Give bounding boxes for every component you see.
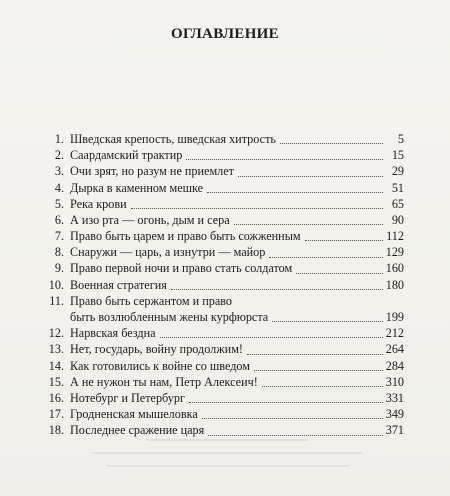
- toc-entry-number: 13.: [48, 342, 64, 357]
- page-title: ОГЛАВЛЕНИЕ: [171, 26, 279, 42]
- toc-entry: [44, 244, 404, 260]
- leader-dots: [171, 289, 383, 290]
- toc-entry: [44, 374, 404, 390]
- toc-entry: [44, 212, 404, 228]
- toc-entry-number: 14.: [48, 358, 64, 373]
- toc-entry-title: Право быть сержантом и право: [70, 293, 232, 308]
- toc-entry: [44, 147, 404, 163]
- toc-entry-title: Очи зрят, но разум не приемлет: [70, 164, 234, 179]
- leader-dots: [280, 143, 383, 144]
- toc-entry-number: 3.: [54, 164, 64, 179]
- toc-entry-title: Река крови: [70, 196, 127, 211]
- toc-entry-number: 11.: [49, 293, 64, 308]
- toc-entry-number: 1.: [54, 131, 64, 146]
- toc-entry-title: Нарвская бездна: [70, 326, 156, 341]
- toc-entry-title: Шведская крепость, шведская хитрость: [70, 131, 276, 146]
- toc-entry: [44, 228, 404, 244]
- leader-dots: [254, 370, 383, 371]
- toc-entry: [44, 261, 404, 277]
- toc-entry-page: 284: [385, 358, 404, 373]
- toc-entry-page: 29: [391, 164, 404, 179]
- toc-entry-number: 4.: [54, 180, 64, 195]
- toc-entry-number: 16.: [48, 391, 64, 405]
- leader-dots: [186, 159, 383, 160]
- toc-entry-page: 51: [391, 180, 404, 195]
- toc-entry-number: 9.: [54, 261, 64, 276]
- toc-entry-title: Нотебург и Петербург: [70, 391, 185, 405]
- show-through-text: [92, 428, 362, 488]
- toc-entry-title: Военная стратегия: [70, 277, 167, 292]
- toc-entry-number: 7.: [54, 229, 64, 244]
- toc-entry-page: 5: [397, 131, 404, 146]
- toc-entry-page: 371: [385, 423, 404, 438]
- toc-entry-number: 18.: [48, 423, 64, 438]
- toc-entry-title-continued: быть возлюбленным жены курфюрста: [70, 310, 269, 325]
- toc-entry-page: 180: [385, 277, 404, 292]
- toc-entry-page: 310: [385, 374, 404, 389]
- toc-entry-page: 331: [385, 391, 404, 405]
- toc-entry-title: Право быть царем и право быть сожженным: [70, 229, 301, 244]
- leader-dots: [202, 418, 383, 419]
- toc-entry-page: 349: [385, 407, 404, 422]
- toc-entry-number: 17.: [48, 407, 64, 422]
- toc-entry: [44, 196, 404, 212]
- toc-entry-page: 160: [385, 261, 404, 276]
- toc-entry-number: 10.: [48, 277, 64, 292]
- leader-dots: [160, 337, 383, 338]
- toc-entry: [44, 341, 404, 357]
- toc-entry-page: 15: [391, 148, 404, 163]
- toc-entry-number: 6.: [54, 212, 64, 227]
- leader-dots: [247, 354, 383, 355]
- toc-entry-title: Как готовились к войне со шведом: [70, 358, 251, 373]
- toc-entry-title: А изо рта — огонь, дым и сера: [70, 212, 230, 227]
- leader-dots: [189, 402, 383, 403]
- table-of-contents: [44, 131, 404, 439]
- toc-entry-number: 2.: [54, 148, 64, 163]
- toc-entry-page: 112: [386, 229, 404, 244]
- leader-dots: [262, 386, 383, 387]
- toc-entry: [44, 406, 404, 422]
- toc-entry-title: Нет, государь, войну продолжим!: [70, 342, 243, 357]
- toc-entry-title: Гродненская мышеловка: [70, 407, 198, 422]
- toc-entry: [44, 163, 404, 179]
- toc-entry-number: 15.: [48, 374, 64, 389]
- toc-entry: [44, 131, 404, 147]
- toc-entry-title: Последнее сражение царя: [70, 423, 205, 438]
- toc-entry-page: 199: [385, 310, 404, 325]
- toc-entry-title: Право первой ночи и право стать солдатом: [70, 261, 293, 276]
- toc-entry: [44, 325, 404, 341]
- leader-dots: [296, 273, 382, 274]
- toc-entry-page: 129: [385, 245, 404, 260]
- toc-entry-title: Снаружи — царь, а изнутри — майор: [70, 245, 266, 260]
- leader-dots: [234, 224, 383, 225]
- toc-entry: [44, 277, 404, 293]
- toc-entry-number: 5.: [54, 196, 64, 211]
- toc-entry-page: 90: [391, 212, 404, 227]
- toc-entry: [44, 390, 404, 406]
- toc-entry-page: 212: [385, 326, 404, 341]
- toc-entry-title: А не нужон ты нам, Петр Алексеич!: [70, 374, 258, 389]
- leader-dots: [269, 257, 382, 258]
- leader-dots: [131, 208, 383, 209]
- toc-entry-page: 264: [385, 342, 404, 357]
- toc-entry-page: 65: [391, 196, 404, 211]
- toc-entry-number: 8.: [54, 245, 64, 260]
- leader-dots: [305, 240, 383, 241]
- toc-entry-number: 12.: [48, 326, 64, 341]
- leader-dots: [238, 176, 383, 177]
- toc-entry-title: Саардамский трактир: [70, 148, 183, 163]
- leader-dots: [272, 321, 382, 322]
- toc-entry-title: Дырка в каменном мешке: [70, 180, 204, 195]
- toc-entry: [44, 180, 404, 196]
- toc-entry: [44, 293, 404, 325]
- toc-entry: [44, 358, 404, 374]
- leader-dots: [207, 192, 383, 193]
